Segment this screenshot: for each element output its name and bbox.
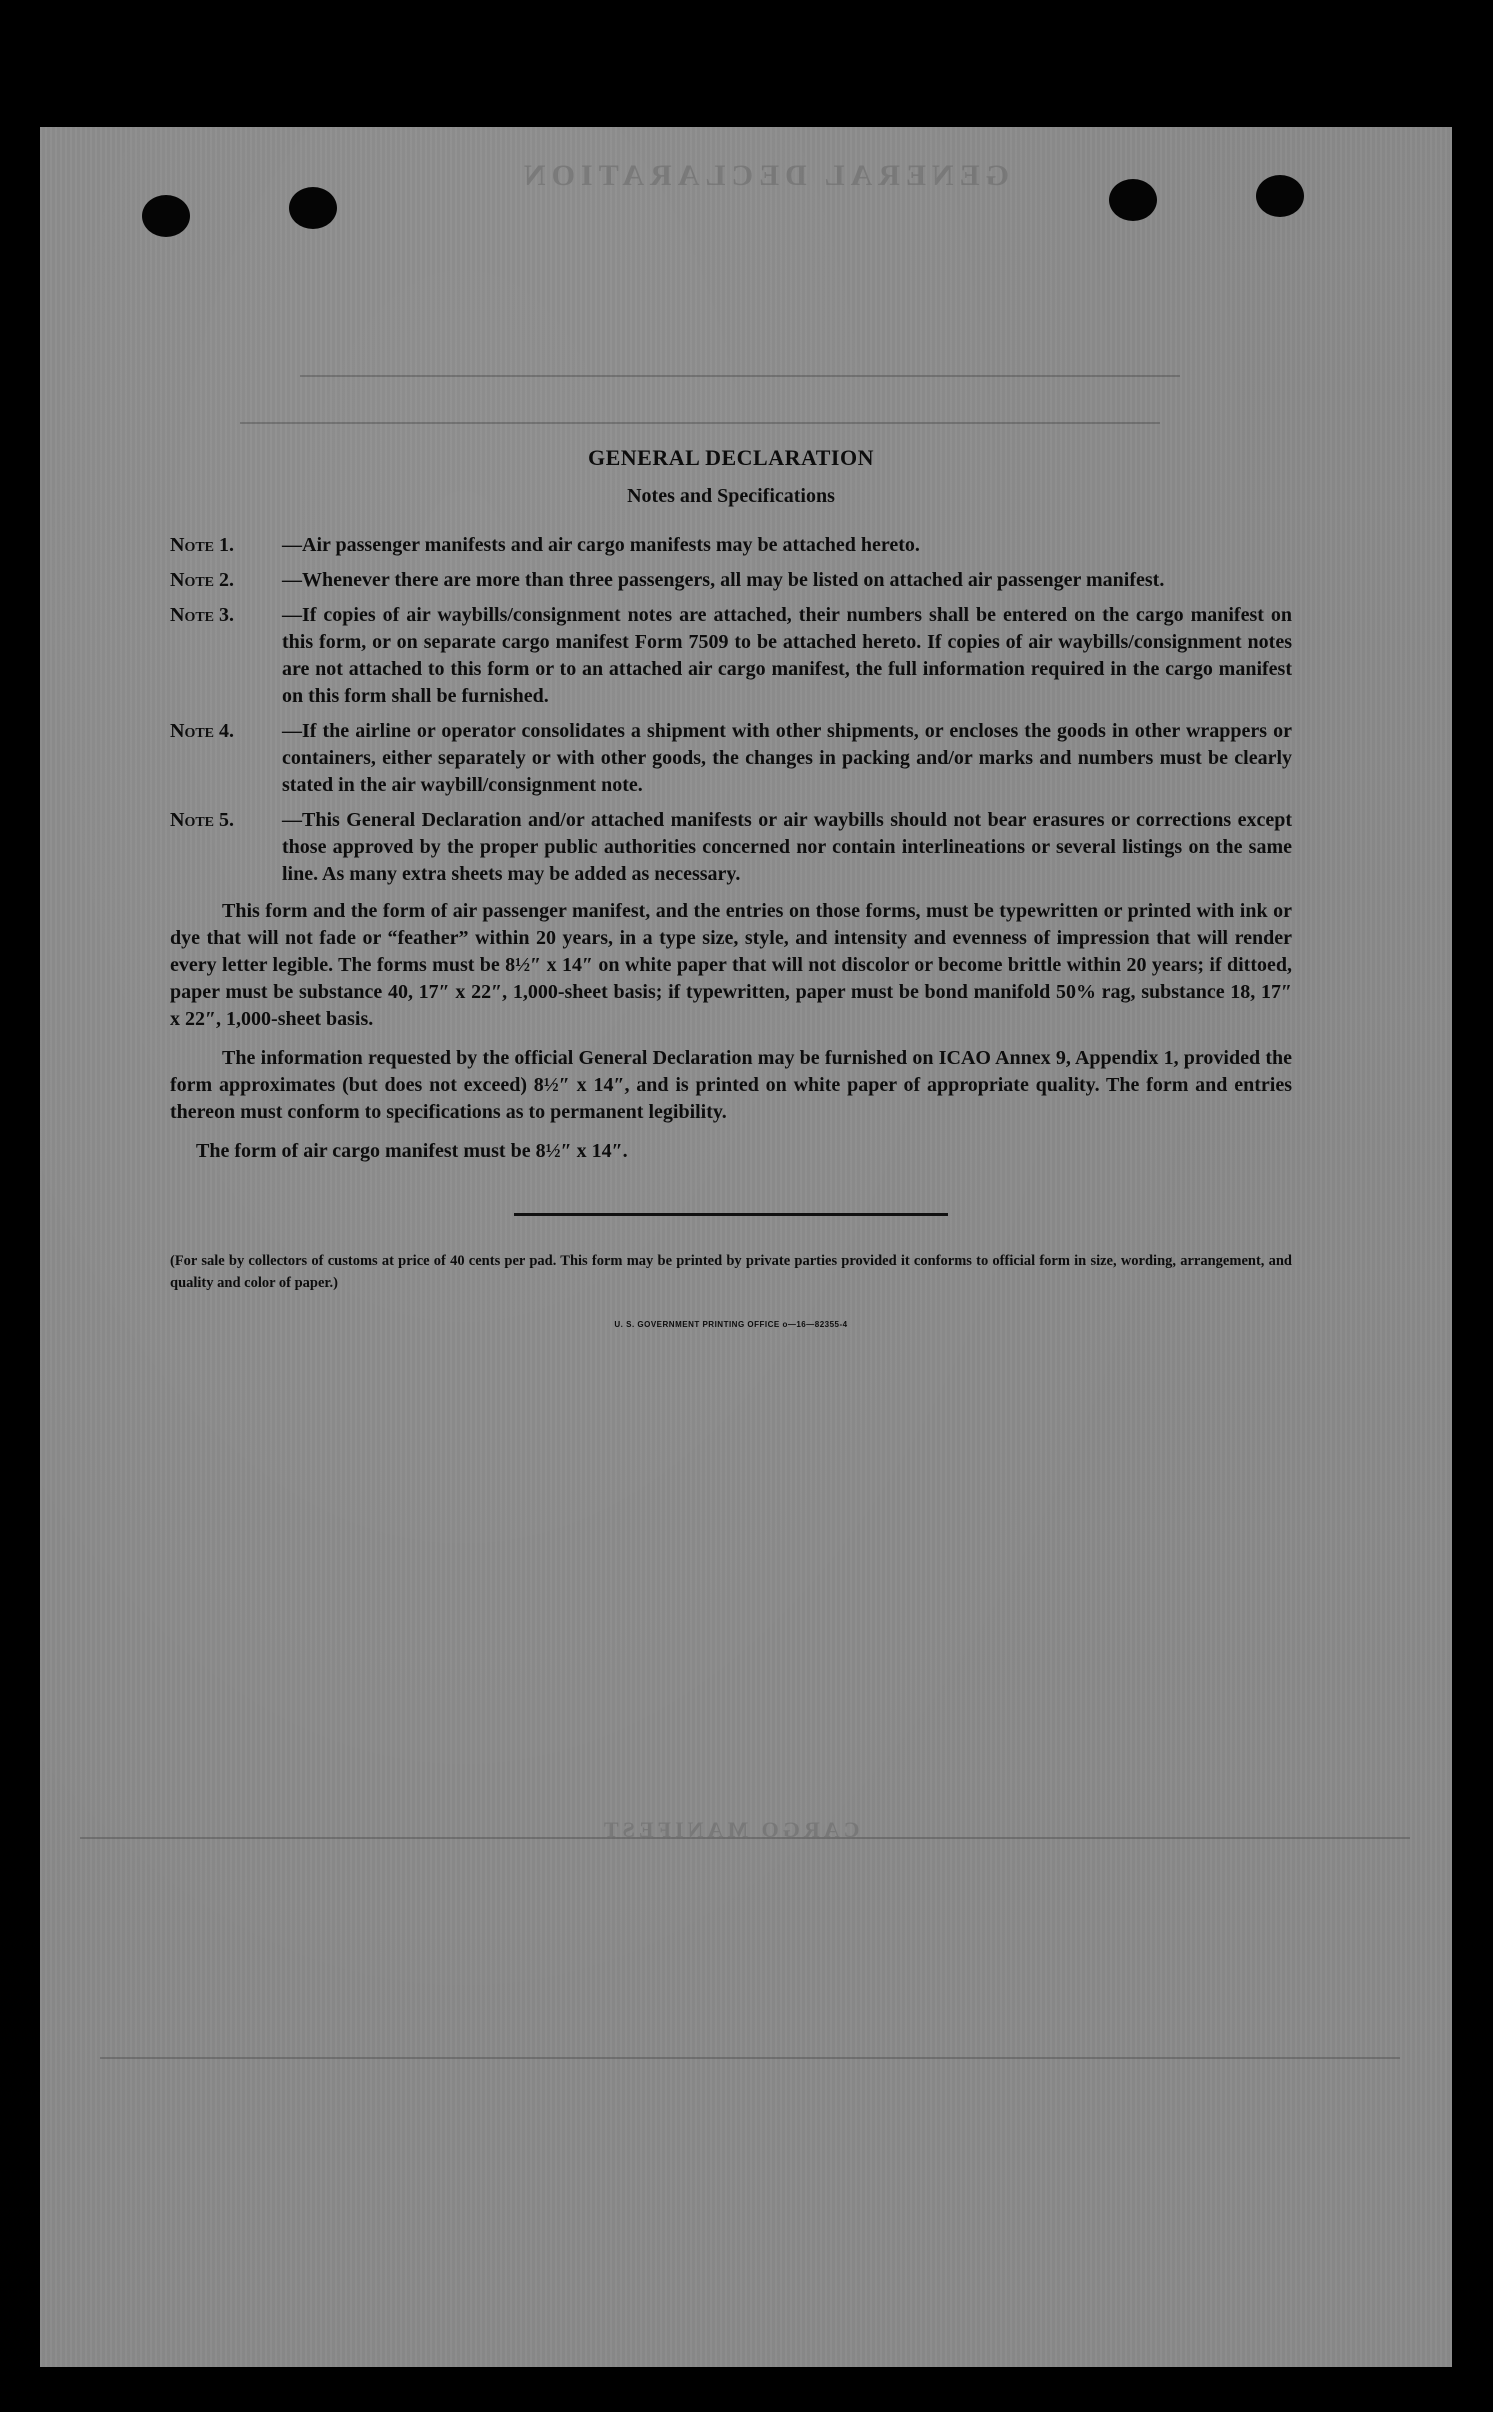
note-label: Note 4.	[170, 720, 235, 742]
sale-notice: (For sale by collectors of customs at price of 40 cents per pad. This form may be printed by private parties provided it conforms to official form in size, wording, arrangement, and quality and color of paper.)	[170, 1253, 1292, 1291]
note-text: —If the airline or operator consolidates a shipment with other shipments, or encloses the goods in other wrappers or containers, either separately or with other goods, the changes in packing and/or marks and numbers must be clearly stated in the air waybill/consignment note.	[282, 720, 1292, 796]
punch-hole	[1256, 175, 1304, 217]
cargo-manifest-size-paragraph: The form of air cargo manifest must be 8½″ x 14″.	[196, 1140, 628, 1162]
note-label: Note 3.	[170, 604, 235, 626]
note-2	[170, 567, 1292, 594]
punch-hole	[1109, 179, 1157, 221]
icao-paragraph: The information requested by the official General Declaration may be furnished on ICAO Annex 9, Appendix 1, provided the form approximates (but does not exceed) 8½″ x 14″, and is printed on white paper of appropriate quality. The form and entries thereon must conform to specifications as to permanent legibility.	[170, 1047, 1292, 1123]
note-label: Note 5.	[170, 809, 235, 831]
printer-imprint: U. S. GOVERNMENT PRINTING OFFICE o—16—82355-4	[614, 1320, 848, 1329]
note-3	[170, 602, 1292, 710]
show-through-cargo-heading: CARGO MANIFEST	[600, 1817, 860, 1842]
form-specification-paragraph: This form and the form of air passenger manifest, and the entries on those forms, must be typewritten or printed with ink or dye that will not fade or “feather” within 20 years, in a type size, style, and intensity and evenness of impression that will render every letter legible. The forms must be 8½″ x 14″ on white paper that will not discolor or become brittle within 20 years; if dittoed, paper must be substance 40, 17″ x 22″, 1,000-sheet basis; if typewritten, paper must be bond manifold 50% rag, substance 18, 17″ x 22″, 1,000-sheet basis.	[170, 900, 1292, 1030]
show-through-rule	[300, 375, 1180, 377]
declaration-notes	[170, 445, 1292, 1329]
show-through-rule	[240, 422, 1160, 424]
punch-hole	[289, 187, 337, 229]
note-text: —This General Declaration and/or attached manifests or air waybills should not bear erasures or corrections except those approved by the proper public authorities concerned nor contain interlineations or several listings on the same line. As many extra sheets may be added as necessary.	[282, 809, 1292, 885]
note-text: —Air passenger manifests and air cargo manifests may be attached hereto.	[282, 534, 920, 556]
separator-rule	[514, 1213, 948, 1216]
note-text: —Whenever there are more than three passengers, all may be listed on attached air passenger manifest.	[282, 569, 1165, 591]
note-1	[170, 532, 1292, 559]
note-label: Note 1.	[170, 534, 235, 556]
punch-hole	[142, 195, 190, 237]
show-through-rule	[100, 2057, 1400, 2059]
note-4	[170, 718, 1292, 799]
document-title: GENERAL DECLARATION	[588, 445, 874, 470]
document-subtitle: Notes and Specifications	[627, 485, 835, 507]
note-5	[170, 807, 1292, 888]
note-text: —If copies of air waybills/consignment notes are attached, their numbers shall be entered on the cargo manifest on this form, or on separate cargo manifest Form 7509 to be attached hereto. If copies of air waybills/consignment notes are not attached to this form or to an attached air cargo manifest, the full information required in the cargo manifest on this form shall be furnished.	[282, 604, 1292, 707]
show-through-heading: GENERAL DECLARATION	[518, 159, 1010, 192]
show-through-rule	[80, 1837, 1410, 1839]
note-label: Note 2.	[170, 569, 235, 591]
